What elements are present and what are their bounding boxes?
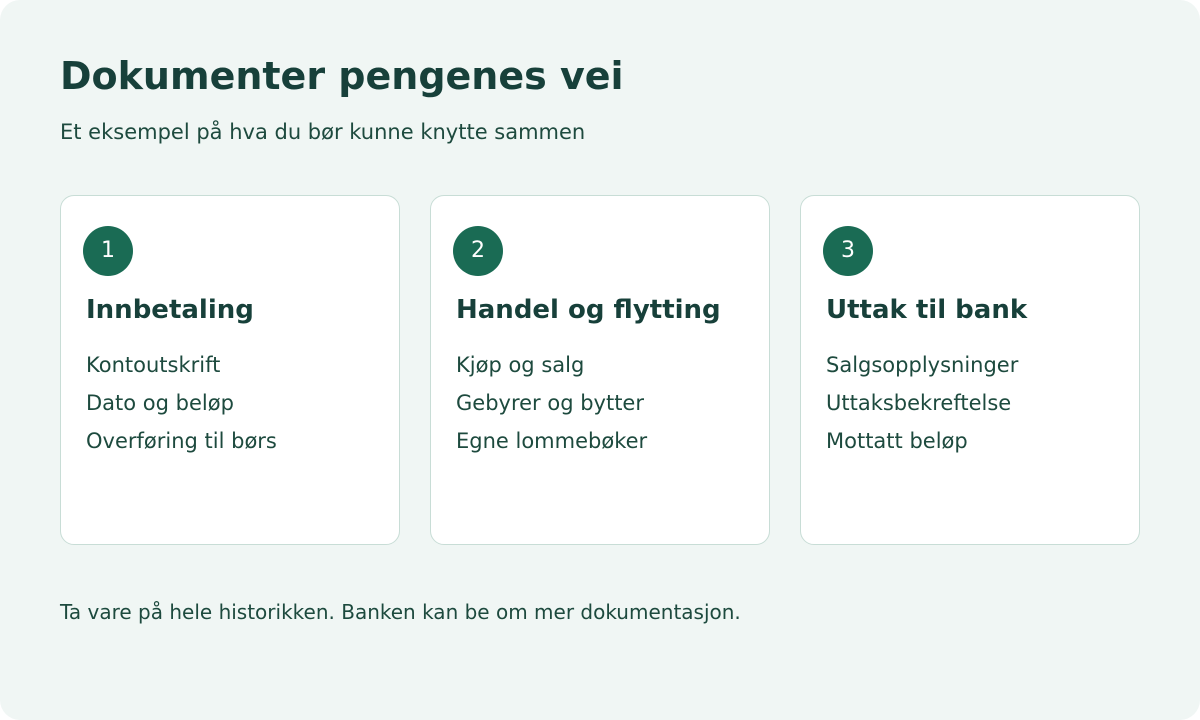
step-item-list [86, 346, 277, 460]
step-title: Handel og flytting [456, 295, 721, 325]
step-item: Kontoutskrift [86, 353, 221, 377]
step-card-withdrawal [800, 195, 1140, 545]
footer-note: Ta vare på hele historikken. Banken kan be om mer dokumentasjon. [60, 600, 741, 624]
step-number-badge: 2 [453, 226, 503, 276]
step-title: Uttak til bank [826, 295, 1028, 325]
step-item-list [826, 346, 1018, 460]
steps-row [60, 195, 1140, 545]
step-item: Egne lommebøker [456, 429, 648, 453]
step-item: Dato og beløp [86, 391, 234, 415]
step-title: Innbetaling [86, 295, 254, 325]
step-item: Overføring til børs [86, 429, 277, 453]
step-number-badge: 3 [823, 226, 873, 276]
step-number-badge: 1 [83, 226, 133, 276]
step-card-deposit [60, 195, 400, 545]
step-card-trading [430, 195, 770, 545]
step-item: Mottatt beløp [826, 429, 968, 453]
step-item: Salgsopplysninger [826, 353, 1019, 377]
page-title: Dokumenter pengenes vei [60, 54, 624, 98]
step-item-list [456, 346, 647, 460]
step-item: Kjøp og salg [456, 353, 585, 377]
step-item: Gebyrer og bytter [456, 391, 644, 415]
step-item: Uttaksbekreftelse [826, 391, 1012, 415]
page-subtitle: Et eksempel på hva du bør kunne knytte sammen [60, 120, 586, 144]
